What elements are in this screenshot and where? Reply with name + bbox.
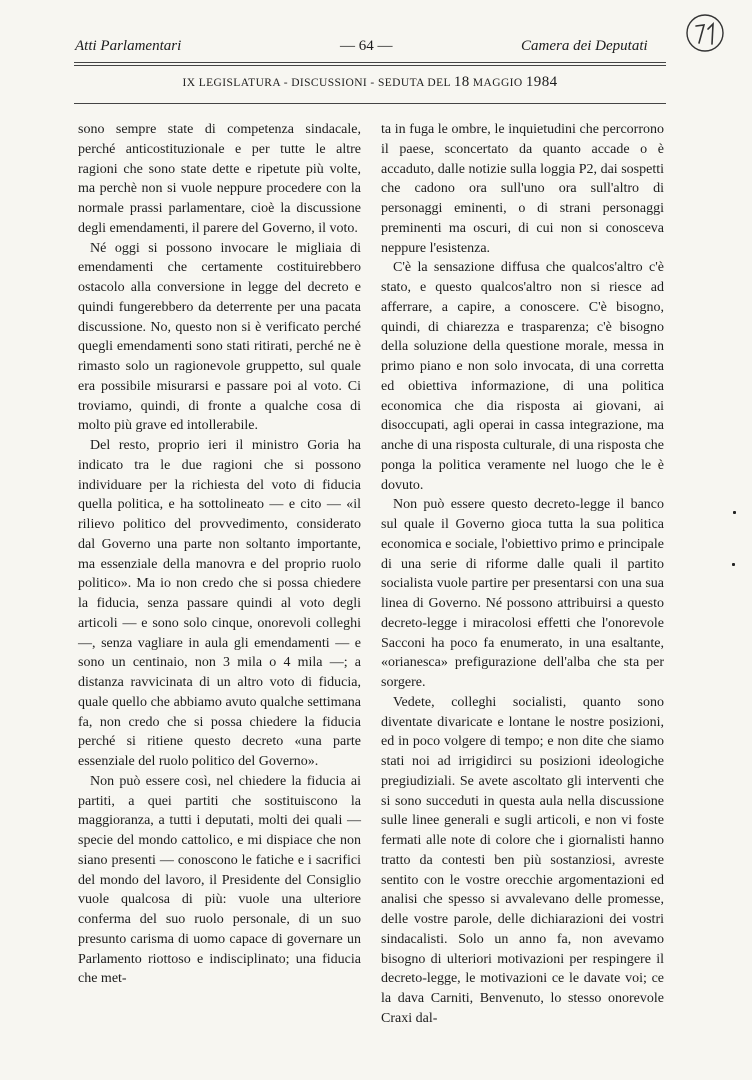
right-paragraph-3: Non può essere questo decreto-legge il banco sul quale il Governo gioca tutta la sua politica economica e sociale, l'obiettivo primo e principale di una serie di riforme dalle quali il partito socialista vuole partire per presentarsi con una sua linea di Governo. Né possono attribuirsi a questo decreto-legge i miracolosi effetti che l'onorevole Sacconi ha poco fa enumerato, in una esaltante, «orianesca» prefigurazione dell'alba che sta per sorgere. bbox=[381, 497, 664, 690]
session-label: IX LEGISLATURA - DISCUSSIONI - SEDUTA DEL bbox=[182, 77, 451, 89]
header-rule-top-double bbox=[74, 65, 666, 66]
right-paragraph-1: ta in fuga le ombre, le inquietudini che percorrono il paese, sconcertato da quanto accade o è accaduto, dalle notizie sulla loggia P2, dai sospetti che cadono ora sull'uno ora sull'altro di personaggi eminenti, o di strani personaggi preminenti ma oscuri, di cui non si conosceva neppure l'esistenza. bbox=[381, 122, 664, 256]
left-paragraph-1: sono sempre state di competenza sindacale, perché anticostituzionale e per tutte le altre ragioni che sono state dette e ripetute più volte, ma perchè non si vuole neppure procedere con la normale prassi parlamentare, cioè la discussione degli emendamenti, il parere del Governo, il voto. bbox=[78, 122, 361, 236]
header-page-number: — 64 — bbox=[340, 38, 393, 54]
session-day: 18 bbox=[453, 74, 470, 90]
handwritten-page-stamp bbox=[684, 12, 726, 54]
margin-speck bbox=[733, 511, 736, 514]
header-publication-title: Atti Parlamentari bbox=[75, 38, 182, 54]
left-paragraph-4: Non può essere così, nel chiedere la fiducia ai partiti, a quei partiti che sostituiscono la maggioranza, a tutti i deputati, molti dei quali — specie del mondo cattolico, e mi dispiace che non siano presenti — conoscono le fatiche e i sacrifici del mondo del lavoro, il Presidente del Consiglio vuole qualcosa di più: vuole una ulteriore conferma del suo ruolo personale, di un suo presunto carisma di uomo capace di governare un Parlamento riottoso e indisciplinato; una fiducia che met- bbox=[78, 773, 361, 987]
session-month: MAGGIO bbox=[472, 77, 523, 89]
session-year: 1984 bbox=[525, 74, 558, 90]
right-text-column bbox=[381, 120, 664, 1029]
session-subheader bbox=[74, 73, 666, 92]
left-paragraph-2: Né oggi si possono invocare le migliaia di emendamenti che certamente costituirebbero ostacolo alla conversione in legge del decreto e quindi fungerebbero da deterrente per una pacata discussione. No, questo non si è verificato perché quegli emendamenti sono stati ritirati, perché ne è rimasto solo un ragionevole gruppetto, sul quale era possibile misurarsi e passare poi al voto. Ci troviamo, quindi, di fronte a qualche cosa di molto più grave ed intollerabile. bbox=[78, 240, 361, 434]
left-text-column bbox=[78, 120, 361, 989]
right-paragraph-4: Vedete, colleghi socialisti, quanto sono diventate divaricate e lontane le nostre posizioni, ed in poco volgere di tempo; e non dite che siamo stati noi ad irrigidirci su posizioni ideologiche pregiudiziali. Se avete ascoltato gli interventi che si sono succeduti in questa aula nella discussione sulle linee generali e sugli articoli, e non vi foste fermati alle note di colore che i giornalisti hanno tratto da contesti ben più sostanziosi, avreste sentito con le vostre orecchie argomentazioni ed analisi che spesso si avvalevano delle promesse, delle vostre parole, delle dichiarazioni dei vostri sindacalisti. Solo un anno fa, non avevamo bisogno di ulteriori motivazioni per respingere il decreto-legge, le motivazioni ce le davate voi; ce la dava Carniti, Benvenuto, lo stesso onorevole Craxi dal- bbox=[381, 694, 664, 1026]
left-paragraph-3: Del resto, proprio ieri il ministro Goria ha indicato tra le due ragioni che si possono individuare per la richiesta del voto di fiducia quella politica, e ha sottolineato — e cito — «il rilievo politico del provvedimento, considerato dal Governo una parte non soltanto importante, ma essenziale della manovra e del proprio ruolo politico». Ma io non credo che si possa chiedere la fiducia, senza passare quindi al voto degli articoli — e sono solo cinque, onorevoli colleghi —, senza vagliare in aula gli emendamenti — e sono un centinaio, non 3 mila o 4 mila —; a distanza ravvicinata di un altro voto di fiducia, quale quello che abbiamo avuto qualche settimana fa, non credo che si possa chiedere la fiducia perché si ritiene questo decreto «una parte essenziale del ruolo politico del Governo». bbox=[78, 438, 361, 769]
right-paragraph-2: C'è la sensazione diffusa che qualcos'altro c'è stato, e questo qualcos'altro non si riesce ad afferrare, a capire, a conoscere. C'è bisogno, quindi, di chiarezza e trasparenza; c'è bisogno della soluzione della questione morale, messa in primo piano e non solo invocata, di una corretta ed obiettiva informazione, di una politica economica che dia risposta ai giovani, ai disoccupati, agli operai in cassa integrazione, ma anche di una risposta culturale, di una risposta che ponga la politica veramente nel luogo che le è dovuto. bbox=[381, 260, 664, 493]
margin-speck bbox=[732, 563, 735, 566]
header-chamber-name: Camera dei Deputati bbox=[521, 38, 648, 54]
subheader-rule bbox=[74, 103, 666, 104]
header-rule-top bbox=[74, 62, 666, 63]
